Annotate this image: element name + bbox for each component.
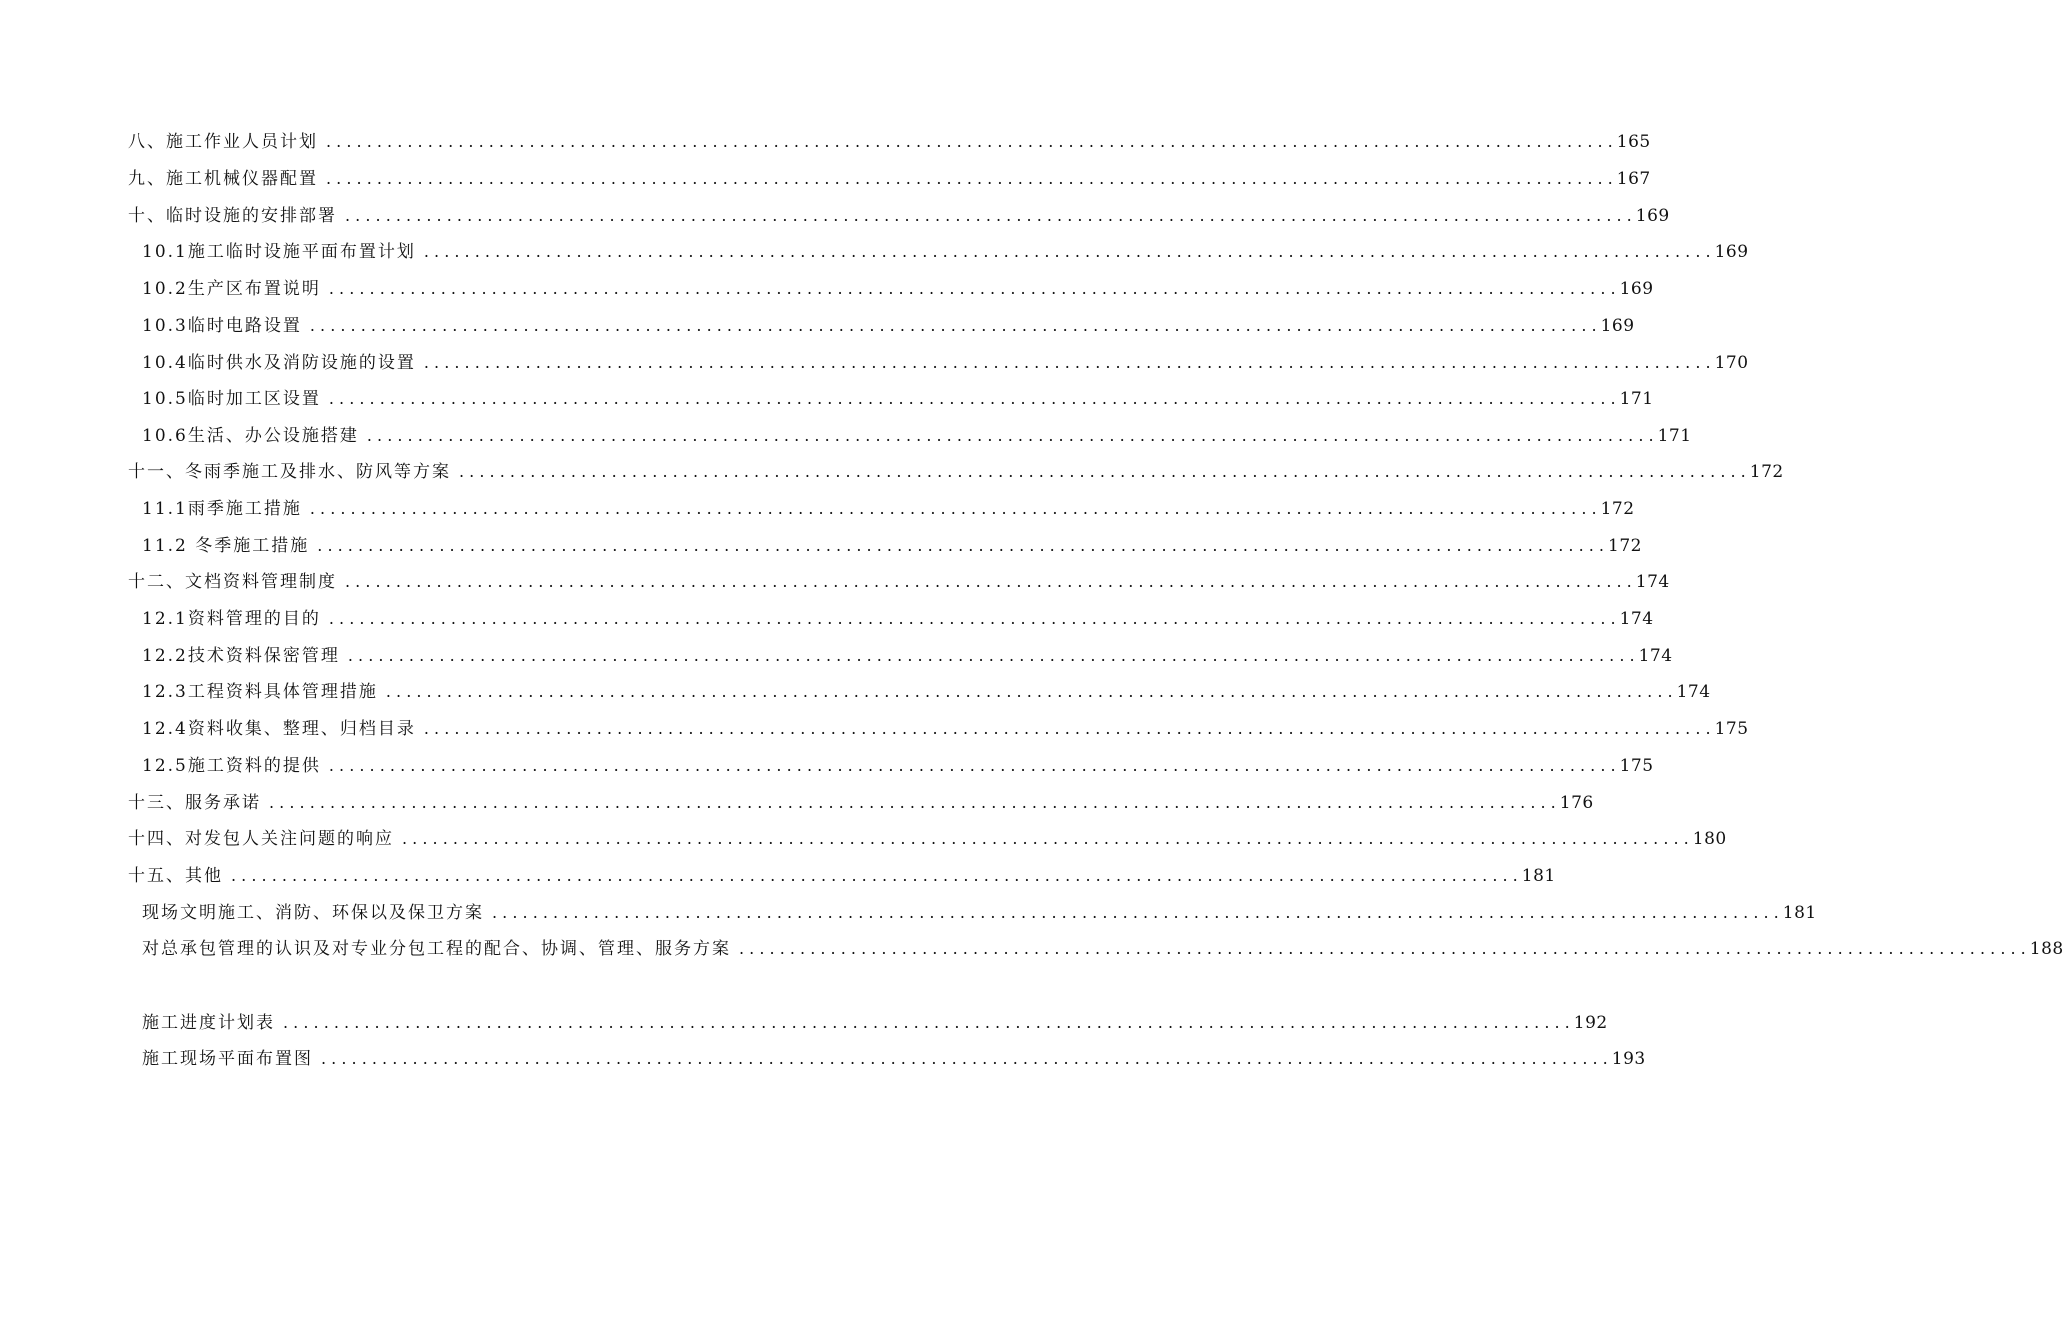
toc-dot-leader [459, 462, 1746, 482]
toc-entry[interactable] [0, 122, 1651, 152]
toc-entry-label: 10.4临时供水及消防设施的设置 [142, 353, 416, 373]
toc-entry-page: 176 [1559, 793, 1594, 813]
toc-entry-label: 施工现场平面布置图 [142, 1049, 313, 1069]
toc-entry[interactable] [0, 819, 1727, 849]
toc-entry[interactable] [0, 379, 1654, 409]
toc-entry[interactable] [0, 636, 1673, 666]
toc-dot-leader [424, 353, 1711, 373]
toc-dot-leader [386, 682, 1673, 702]
toc-entry-label: 11.2 冬季施工措施 [142, 536, 310, 556]
toc-entry[interactable] [0, 1039, 1646, 1069]
toc-entry-label: 八、施工作业人员计划 [128, 132, 318, 152]
toc-dot-leader [345, 572, 1632, 592]
toc-entry-page: 175 [1714, 719, 1749, 739]
toc-entry-label: 对总承包管理的认识及对专业分包工程的配合、协调、管理、服务方案 [142, 939, 731, 959]
toc-entry-label: 12.1资料管理的目的 [142, 609, 321, 629]
toc-dot-leader [402, 829, 1689, 849]
toc-entry-label: 12.2技术资料保密管理 [142, 646, 340, 666]
toc-dot-leader [492, 903, 1779, 923]
toc-entry-label: 十四、对发包人关注问题的响应 [128, 829, 394, 849]
toc-dot-leader [326, 132, 1613, 152]
toc-entry-page: 171 [1657, 426, 1692, 446]
toc-dot-leader [329, 279, 1616, 299]
toc-entry-label: 10.6生活、办公设施搭建 [142, 426, 359, 446]
toc-entry-page: 172 [1600, 499, 1635, 519]
toc-dot-leader [329, 609, 1616, 629]
toc-dot-leader [283, 1013, 1570, 1033]
toc-entry-page: 169 [1600, 316, 1635, 336]
toc-entry[interactable] [0, 306, 1635, 336]
toc-entry[interactable] [0, 489, 1635, 519]
toc-entry[interactable] [0, 672, 1711, 702]
toc-entry-label: 现场文明施工、消防、环保以及保卫方案 [142, 903, 484, 923]
toc-entry-label: 10.2生产区布置说明 [142, 279, 321, 299]
toc-dot-leader [329, 389, 1616, 409]
toc-dot-leader [269, 793, 1556, 813]
toc-entry[interactable] [0, 526, 1642, 556]
toc-entry-label: 11.1雨季施工措施 [142, 499, 302, 519]
toc-dot-leader [367, 426, 1654, 446]
toc-entry-page: 170 [1714, 353, 1749, 373]
toc-entry-label: 施工进度计划表 [142, 1013, 275, 1033]
toc-entry-page: 192 [1573, 1013, 1608, 1033]
toc-entry-page: 188 [2029, 939, 2064, 959]
toc-entry[interactable] [0, 893, 1817, 923]
toc-entry[interactable] [0, 856, 1556, 886]
toc-entry-page: 171 [1619, 389, 1654, 409]
toc-entry-label: 12.4资料收集、整理、归档目录 [142, 719, 416, 739]
toc-entry-page: 165 [1616, 132, 1651, 152]
toc-entry-page: 169 [1619, 279, 1654, 299]
toc-entry-page: 193 [1611, 1049, 1646, 1069]
toc-entry[interactable] [0, 929, 2064, 959]
toc-dot-leader [329, 756, 1616, 776]
toc-entry-page: 181 [1521, 866, 1556, 886]
toc-dot-leader [326, 169, 1613, 189]
toc-entry-page: 167 [1616, 169, 1651, 189]
toc-entry-label: 10.3临时电路设置 [142, 316, 302, 336]
toc-entry[interactable] [0, 562, 1670, 592]
toc-dot-leader [231, 866, 1518, 886]
toc-entry[interactable] [0, 709, 1749, 739]
toc-dot-leader [317, 536, 1604, 556]
toc-entry[interactable] [0, 196, 1670, 226]
toc-entry[interactable] [0, 343, 1749, 373]
toc-entry-label: 十三、服务承诺 [128, 793, 261, 813]
toc-dot-leader [310, 316, 1597, 336]
toc-entry-label: 十一、冬雨季施工及排水、防风等方案 [128, 462, 451, 482]
toc-entry[interactable] [0, 159, 1651, 189]
toc-entry-label: 十、临时设施的安排部署 [128, 206, 337, 226]
toc-entry-page: 174 [1638, 646, 1673, 666]
toc-entry[interactable] [0, 232, 1749, 262]
toc-dot-leader [345, 206, 1632, 226]
toc-dot-leader [424, 719, 1711, 739]
toc-entry[interactable] [0, 783, 1594, 813]
toc-entry-label: 十五、其他 [128, 866, 223, 886]
toc-entry-label: 12.3工程资料具体管理措施 [142, 682, 378, 702]
toc-dot-leader [321, 1049, 1608, 1069]
toc-entry[interactable] [0, 416, 1692, 446]
toc-dot-leader [424, 242, 1711, 262]
toc-dot-leader [310, 499, 1597, 519]
toc-entry-page: 174 [1676, 682, 1711, 702]
toc-entry-label: 10.1施工临时设施平面布置计划 [142, 242, 416, 262]
toc-entry[interactable] [0, 1003, 1608, 1033]
toc-entry[interactable] [0, 599, 1654, 629]
toc-dot-leader [348, 646, 1635, 666]
toc-entry-label: 10.5临时加工区设置 [142, 389, 321, 409]
toc-entry-page: 169 [1714, 242, 1749, 262]
toc-entry-page: 172 [1608, 536, 1642, 556]
toc-entry[interactable] [0, 452, 1784, 482]
toc-entry-page: 172 [1749, 462, 1784, 482]
toc-entry-page: 174 [1619, 609, 1654, 629]
toc-entry-page: 175 [1619, 756, 1654, 776]
toc-entry-label: 十二、文档资料管理制度 [128, 572, 337, 592]
toc-entry[interactable] [0, 269, 1654, 299]
toc-dot-leader [739, 939, 2026, 959]
toc-entry-page: 180 [1692, 829, 1727, 849]
toc-entry[interactable] [0, 746, 1654, 776]
toc-entry-label: 12.5施工资料的提供 [142, 756, 321, 776]
toc-entry-label: 九、施工机械仪器配置 [128, 169, 318, 189]
toc-entry-page: 181 [1782, 903, 1817, 923]
toc-entry-page: 169 [1635, 206, 1670, 226]
toc-entry-page: 174 [1635, 572, 1670, 592]
